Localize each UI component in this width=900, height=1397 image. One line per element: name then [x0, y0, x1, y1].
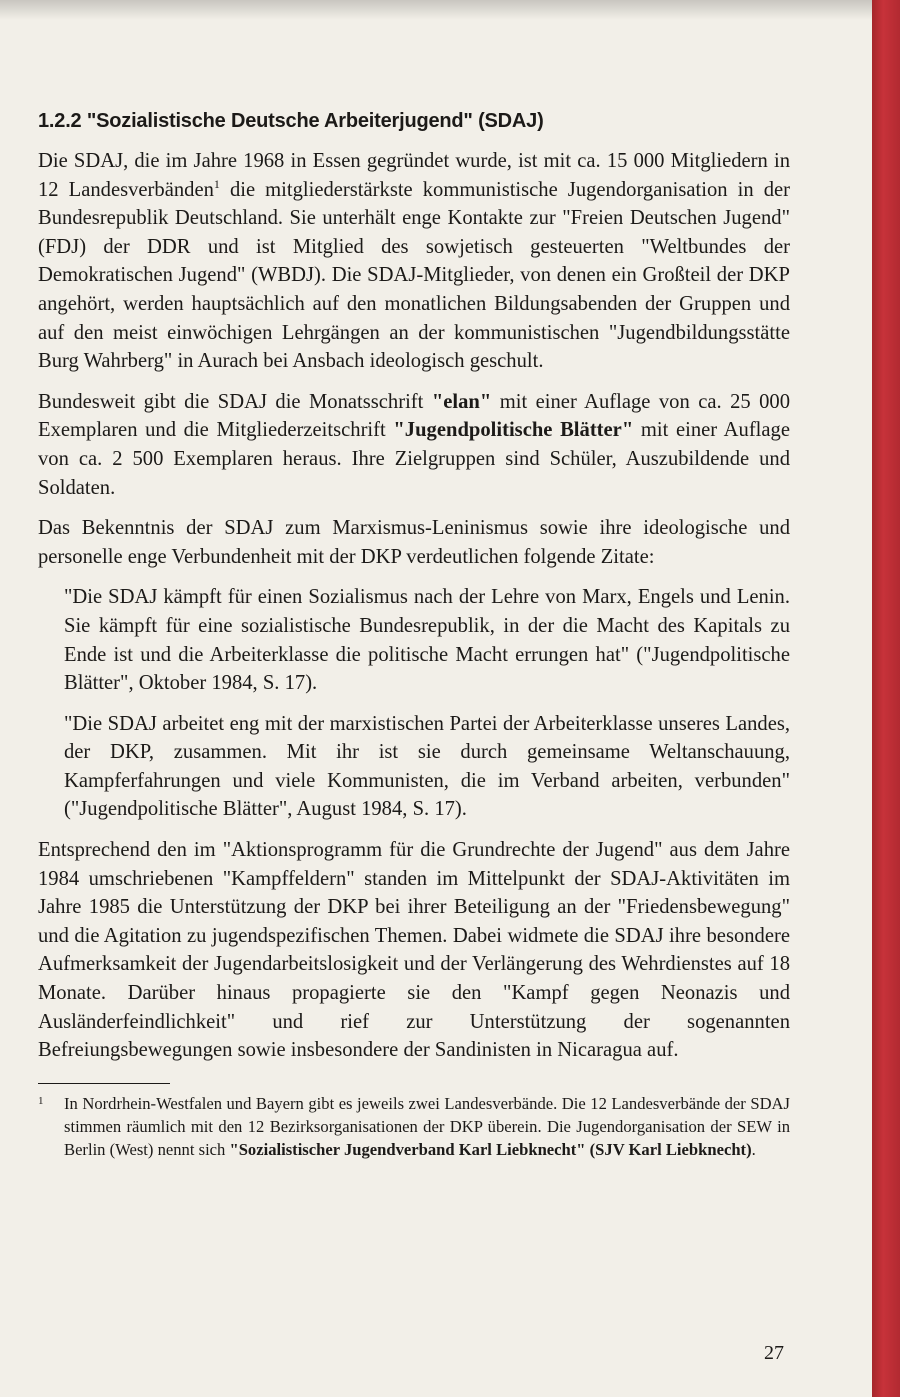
- footnote-text: [64, 1092, 790, 1161]
- paragraph-activities: Entsprechend den im "Aktionsprogramm für die Grundrechte der Jugend" aus dem Jahre 1984 umschriebenen "Kampffeldern" standen im Mittelpunkt der SDAJ-Aktivitäten im Jahre 1985 die Unterstützung der DKP bei ihrer Beteiligung an der "Friedensbewegung" und die Agitation zu jugendspezifischen Themen. Dabei widmete die SDAJ ihre besondere Aufmerksamkeit der Jugendarbeitslosigkeit und der Verlängerung des Wehrdienstes auf 18 Monate. Darüber hinaus propagierte sie den "Kampf gegen Neonazis und Ausländerfeindlichkeit" und rief zur Unterstützung der sogenannten Befreiungsbewegungen sowie insbesondere der Sandinisten in Nicaragua auf.: [38, 839, 790, 1062]
- footnote-mark: 1: [38, 1094, 44, 1107]
- footnote-reference: 1: [213, 176, 220, 191]
- red-page-edge: [872, 0, 900, 1397]
- paragraph-intro-text-a: Die SDAJ, die im Jahre 1968 in Essen gegründet wurde, ist mit ca. 15 000 Mitgliedern in 12 Landesverbänden: [38, 150, 790, 201]
- footnote-text-end: .: [751, 1139, 756, 1159]
- publications-text-a: Bundesweit gibt die SDAJ die Monatsschrift: [38, 390, 432, 413]
- footnote-organisation-name: "Sozialistischer Jugendverband Karl Liebknecht" (SJV Karl Liebknecht): [229, 1139, 752, 1159]
- paragraph-publications: [38, 388, 790, 502]
- publications-text-b: mit einer Auflage von ca. 25 000 Exemplaren und die Mitgliederzeitschrift: [38, 390, 790, 442]
- page-number: 27: [764, 1342, 784, 1364]
- quote-1: "Die SDAJ kämpft für einen Sozialismus nach der Lehre von Marx, Engels und Lenin. Sie kämpft für eine sozialistische Bundesrepublik, in der die Macht des Kapitals zu Ende ist und die Arbeiterklasse die politische Macht errungen hat" ("Jugendpolitische Blätter", Oktober 1984, S. 17).: [64, 586, 790, 695]
- scan-top-shadow: [0, 0, 872, 20]
- paragraph-intro-text-b: die mitgliederstärkste kommunistische Jugendorganisation in der Bundesrepublik Deutschland. Sie unterhält enge Kontakte zur "Freien Deutschen Jugend" (FDJ) der DDR und ist Mitglied des sowjetisch gesteuerten "Weltbundes der Demokratischen Jugend" (WBDJ). Die SDAJ-Mitglieder, von denen ein Großteil der DKP angehört, werden hauptsächlich auf den monatlichen Bildungsabenden der Gruppen und auf den meist einwöchigen Lehrgängen an der kommunistischen "Jugendbildungsstätte Burg Wahrberg" in Aurach bei Ansbach ideologisch geschult.: [38, 178, 790, 373]
- publication-jugendpolitische-blaetter: "Jugendpolitische Blätter": [393, 419, 634, 442]
- footnote-divider: [38, 1083, 170, 1084]
- footnote: [38, 1092, 790, 1161]
- publication-elan: "elan": [431, 390, 492, 413]
- section-heading: 1.2.2 "Sozialistische Deutsche Arbeiterjugend" (SDAJ): [38, 110, 544, 132]
- document-page: [38, 110, 790, 1161]
- paragraph-intro: [38, 147, 790, 376]
- paragraph-quotes-intro: Das Bekenntnis der SDAJ zum Marxismus-Leninismus sowie ihre ideologische und personelle enge Verbundenheit mit der DKP verdeutlichen folgende Zitate:: [38, 517, 790, 568]
- footnote-text-a: In Nordrhein-Westfalen und Bayern gibt es jeweils zwei Landesverbände. Die 12 Landesverbände der SDAJ stimmen räumlich mit den 12 Bezirksorganisationen der DKP überein. Die Jugendorganisation der SEW in Berlin (West) nennt sich: [64, 1093, 790, 1159]
- publications-text-c: mit einer Auflage von ca. 2 500 Exemplaren heraus. Ihre Zielgruppen sind Schüler, Auszubildende und Soldaten.: [38, 419, 790, 499]
- quote-2: "Die SDAJ arbeitet eng mit der marxistischen Partei der Arbeiterklasse unseres Landes, der DKP, zusammen. Mit ihr ist sie durch gemeinsame Weltanschauung, Kampferfahrungen und viele Kommunisten, die im Verband arbeiten, verbunden" ("Jugendpolitische Blätter", August 1984, S. 17).: [64, 712, 790, 821]
